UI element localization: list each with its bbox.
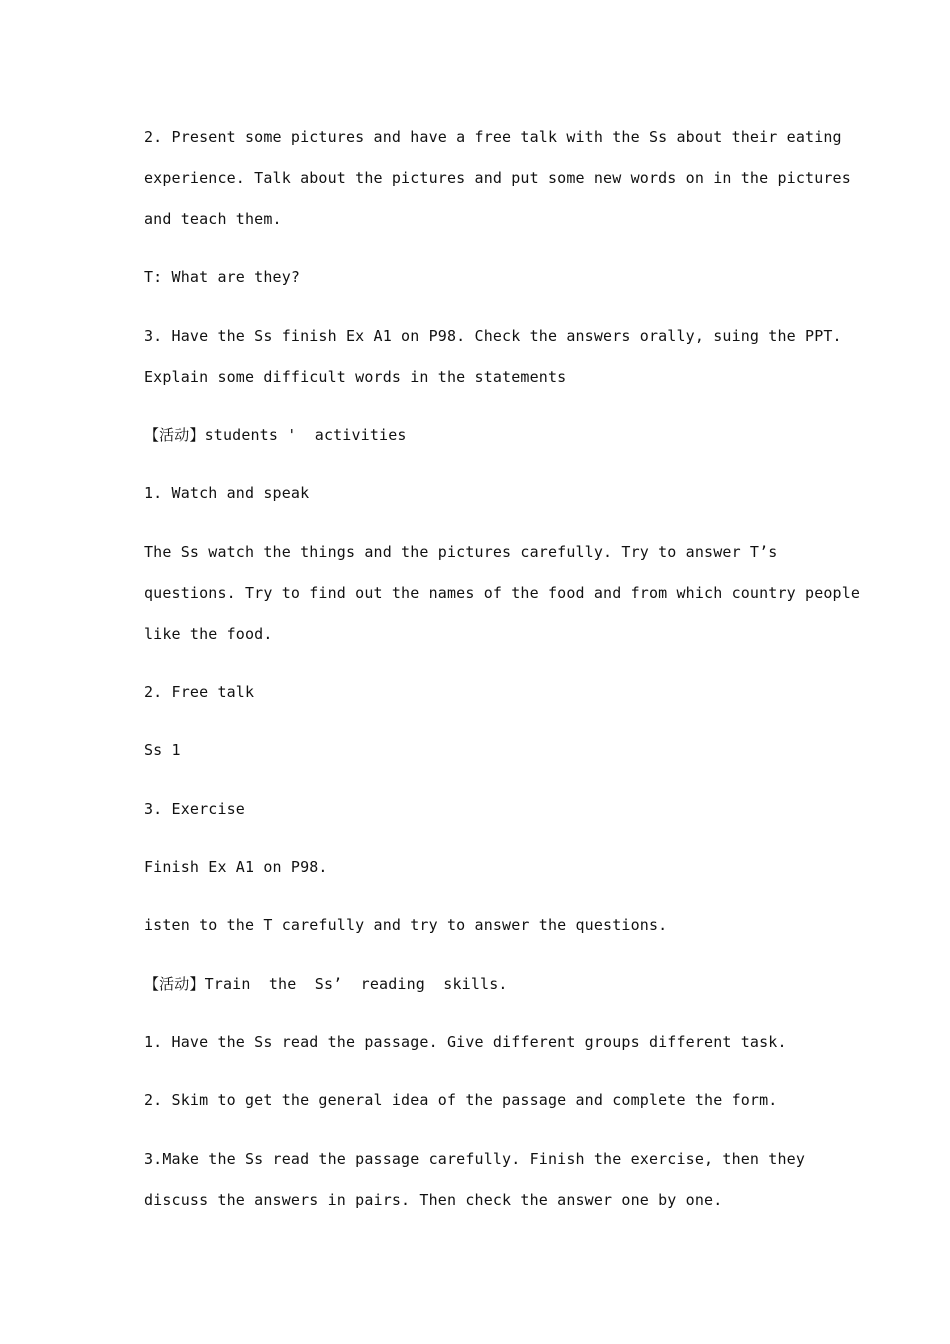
paragraph-line: 1. Have the Ss read the passage. Give different groups different task. [144, 1033, 787, 1051]
paragraph-line: T: What are they? [144, 268, 301, 286]
section-heading: 【活动】Train the Ss’ reading skills. [144, 975, 508, 993]
paragraph-line: Ss 1 [144, 741, 181, 759]
paragraph-line: 2. Free talk [144, 683, 255, 701]
paragraph-line: Explain some difficult words in the statements [144, 368, 567, 386]
paragraph-line: isten to the T carefully and try to answer the questions. [144, 916, 668, 934]
paragraph-line: 3. Have the Ss finish Ex A1 on P98. Check the answers orally, suing the PPT. [144, 327, 842, 345]
paragraph-line: questions. Try to find out the names of the food and from which country people [144, 584, 861, 602]
paragraph-line: 3. Exercise [144, 800, 245, 818]
paragraph-line: experience. Talk about the pictures and put some new words on in the pictures [144, 169, 851, 187]
paragraph-line: 3.Make the Ss read the passage carefully. Finish the exercise, then they [144, 1150, 806, 1168]
paragraph-line: and teach them. [144, 210, 282, 228]
paragraph-line: 1. Watch and speak [144, 484, 310, 502]
paragraph-line: like the food. [144, 625, 273, 643]
paragraph-line: Finish Ex A1 on P98. [144, 858, 328, 876]
paragraph-line: The Ss watch the things and the pictures carefully. Try to answer T’s [144, 543, 778, 561]
paragraph-line: discuss the answers in pairs. Then check the answer one by one. [144, 1191, 723, 1209]
section-heading: 【活动】students ' activities [144, 426, 407, 444]
paragraph-line: 2. Skim to get the general idea of the passage and complete the form. [144, 1091, 778, 1109]
paragraph-line: 2. Present some pictures and have a free talk with the Ss about their eating [144, 128, 842, 146]
